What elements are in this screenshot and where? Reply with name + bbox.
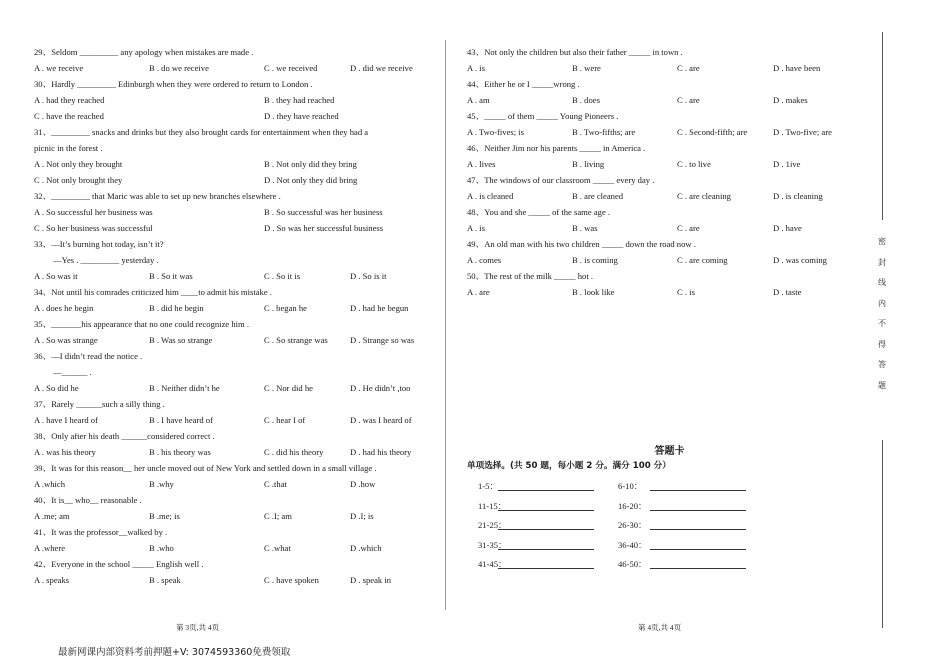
answer-option[interactable]: B . look like — [572, 287, 615, 297]
answer-blank[interactable] — [498, 561, 594, 569]
answer-blank[interactable] — [498, 542, 594, 550]
answer-options — [34, 444, 432, 460]
answer-option[interactable]: C . have spoken — [264, 575, 319, 585]
answer-card-range-label: 26-30： — [618, 520, 647, 530]
answer-card-range-label: 46-50： — [618, 559, 647, 569]
answer-option[interactable]: D . So was her successful business — [264, 223, 384, 233]
answer-option[interactable]: A . So did he — [34, 383, 79, 393]
answer-option[interactable]: B . So it was — [149, 271, 193, 281]
answer-option[interactable]: B . Was so strange — [149, 335, 213, 345]
answer-option[interactable]: A .where — [34, 543, 66, 553]
answer-option[interactable]: C .I; am — [264, 511, 292, 521]
question-text: 29、Seldom _________ any apology when mistakes are made . — [34, 47, 254, 57]
answer-options — [34, 156, 432, 172]
answer-option[interactable]: A . had they reached — [34, 95, 105, 105]
answer-options — [34, 508, 432, 524]
answer-option[interactable]: A . speaks — [34, 575, 70, 585]
answer-option[interactable]: A . was his theory — [34, 447, 96, 457]
question-text: 31、_________ snacks and drinks but they also brought cards for entertainment when they had a — [34, 127, 369, 137]
question-text: 41、It was the professor__walked by . — [34, 527, 168, 537]
answer-option[interactable]: D .how — [350, 479, 376, 489]
answer-options — [34, 60, 432, 76]
answer-option[interactable]: B . are cleaned — [572, 191, 624, 201]
answer-option[interactable]: C . we received — [264, 63, 318, 73]
answer-option[interactable]: B . I have heard of — [149, 415, 213, 425]
question-text: 33、—It’s burning hot today, isn’t it? — [34, 239, 164, 249]
answer-options — [467, 156, 872, 172]
answer-options — [34, 204, 432, 220]
answer-options — [467, 124, 872, 140]
seal-char: 题 — [878, 380, 886, 390]
answer-blank[interactable] — [650, 503, 746, 511]
answer-option[interactable]: C . to live — [677, 159, 711, 169]
answer-blank[interactable] — [650, 542, 746, 550]
question-text: 38、Only after his death ______considered correct . — [34, 431, 215, 441]
answer-option[interactable]: B .me; is — [149, 511, 180, 521]
seal-char: 得 — [878, 339, 886, 349]
question-text: 43、Not only the children but also their father _____ in town . — [467, 47, 683, 57]
question-text: 46、Neither Jim nor his parents _____ in America . — [467, 143, 646, 153]
answer-option[interactable]: D . Strange so was — [350, 335, 415, 345]
answer-option[interactable]: B . was — [572, 223, 598, 233]
answer-option[interactable]: A . So successful her business was — [34, 207, 153, 217]
answer-option[interactable]: D .which — [350, 543, 382, 553]
answer-option[interactable]: B . speak — [149, 575, 181, 585]
answer-option[interactable]: D . did we receive — [350, 63, 413, 73]
seal-char: 内 — [878, 298, 886, 308]
answer-option[interactable]: C . Nor did he — [264, 383, 313, 393]
answer-option[interactable]: A . Two-fives; is — [467, 127, 525, 137]
answer-options — [34, 220, 432, 236]
question-text: 36、—I didn’t read the notice . — [34, 351, 143, 361]
answer-blank[interactable] — [650, 483, 746, 491]
question-text-continued: picnic in the forest . — [34, 143, 103, 153]
answer-option[interactable]: C . are — [677, 63, 700, 73]
answer-option[interactable]: D . He didn’t ,too — [350, 383, 411, 393]
answer-card-range-label: 41-45： — [478, 559, 507, 569]
question-text: 39、It was for this reason__ her uncle moved out of New York and settled down in a small village . — [34, 463, 377, 473]
answer-card-range-label: 16-20： — [618, 500, 647, 511]
question-text: 49、An old man with his two children _____ down the road now . — [467, 239, 696, 249]
answer-option[interactable]: C . did his theory — [264, 447, 324, 457]
answer-options — [34, 380, 432, 396]
answer-option[interactable]: B . So successful was her business — [264, 207, 383, 217]
question-text: 42、Everyone in the school _____ English well . — [34, 559, 204, 569]
seal-char: 答 — [878, 360, 886, 369]
answer-option[interactable]: B . living — [572, 159, 605, 169]
answer-options — [467, 252, 872, 268]
seal-char: 封 — [878, 257, 886, 267]
answer-option[interactable]: A . have I heard of — [34, 415, 98, 425]
seal-line-text — [876, 232, 888, 396]
answer-option[interactable]: D . was coming — [773, 255, 827, 265]
question-text: 44、Either he or I _____wrong . — [467, 79, 580, 89]
answer-option[interactable]: C .that — [264, 479, 287, 489]
seal-char: 不 — [878, 319, 886, 328]
answer-option[interactable]: C . Not only brought they — [34, 175, 123, 185]
page-number-left: 第 3页,共 4页 — [176, 623, 220, 632]
answer-card-title: 答题卡 — [654, 446, 685, 457]
answer-options — [34, 108, 432, 124]
answer-option[interactable]: A . is — [467, 223, 485, 233]
left-question-column — [34, 44, 432, 588]
answer-options — [467, 220, 872, 236]
answer-options — [34, 332, 432, 348]
answer-option[interactable]: D . have been — [773, 63, 821, 73]
answer-option[interactable]: D . have — [773, 223, 802, 233]
answer-option[interactable]: B . did he begin — [149, 303, 204, 313]
answer-option[interactable]: D . had he begun — [350, 303, 409, 313]
answer-option[interactable]: A . is — [467, 63, 485, 73]
answer-option[interactable]: A . is cleaned — [467, 191, 514, 201]
answer-option[interactable]: C . Second-fifth; are — [677, 127, 748, 137]
question-text: 32、_________ that Maric was able to set up new branches elsewhere . — [34, 191, 281, 201]
question-text: 45、_____ of them _____ Young Pioneers . — [467, 111, 619, 121]
answer-option[interactable]: D . they have reached — [264, 111, 339, 121]
answer-option[interactable]: B . is coming — [572, 255, 618, 265]
answer-options — [34, 540, 432, 556]
answer-option[interactable]: C . are — [677, 95, 700, 105]
answer-option[interactable]: B . does — [572, 95, 600, 105]
answer-option[interactable]: B . Not only did they bring — [264, 159, 357, 169]
answer-option[interactable]: C . are cleaning — [677, 191, 731, 201]
answer-option[interactable]: D . Two-five; are — [773, 127, 832, 137]
answer-option[interactable]: B . Two-fifths; are — [572, 127, 636, 137]
answer-option[interactable]: D .I; is — [350, 511, 374, 521]
answer-option[interactable]: B . do we receive — [149, 63, 209, 73]
seal-line-top — [882, 32, 883, 220]
answer-option[interactable]: A . lives — [467, 159, 496, 169]
answer-card-range-label: 1-5： — [478, 481, 499, 491]
answer-options — [34, 172, 432, 188]
answer-option[interactable]: B .why — [149, 479, 174, 489]
promo-text: 最新网课内部资料考前押题+V: 3074593360免费领取 — [58, 647, 291, 658]
answer-option[interactable]: D . makes — [773, 95, 808, 105]
answer-blank[interactable] — [650, 522, 746, 530]
question-text-continued: —Yes . _________ yesterday . — [53, 255, 159, 265]
answer-option[interactable]: B .who — [149, 543, 174, 553]
seal-char: 线 — [878, 278, 886, 287]
answer-options — [467, 188, 872, 204]
answer-option[interactable]: A . comes — [467, 255, 502, 265]
answer-option[interactable]: A .which — [34, 479, 66, 489]
question-text: 37、Rarely ______such a silly thing . — [34, 399, 165, 409]
question-text-continued: —______ . — [53, 367, 92, 377]
answer-option[interactable]: D . had his theory — [350, 447, 412, 457]
answer-options — [467, 92, 872, 108]
answer-option[interactable]: C . are coming — [677, 255, 728, 265]
right-question-column — [467, 44, 872, 300]
answer-options — [34, 300, 432, 316]
answer-card-instruction: 单项选择。(共 50 题，每小题 2 分。满分 100 分） — [467, 461, 671, 471]
answer-option[interactable]: D . So is it — [350, 271, 387, 281]
answer-option[interactable]: D . is cleaning — [773, 191, 823, 201]
question-text: 34、Not until his comrades criticized him ____to admit his mistake . — [34, 287, 272, 297]
answer-option[interactable]: A . Not only they brought — [34, 159, 123, 169]
answer-options — [34, 572, 432, 588]
answer-options — [467, 60, 872, 76]
question-text: 50、The rest of the milk _____ hot . — [467, 271, 594, 281]
answer-option[interactable]: B . his theory was — [149, 447, 211, 457]
answer-card-range-label: 31-35： — [478, 539, 507, 550]
answer-option[interactable]: D . taste — [773, 287, 802, 297]
seal-char: 密 — [878, 237, 886, 246]
page-divider — [445, 40, 446, 610]
answer-card-range-label: 6-10： — [618, 481, 643, 491]
answer-options — [467, 284, 872, 300]
answer-options — [34, 412, 432, 428]
answer-option[interactable]: D . 1ive — [773, 159, 801, 169]
answer-blank[interactable] — [498, 522, 594, 530]
answer-option[interactable]: B . were — [572, 63, 601, 73]
answer-option[interactable]: C . are — [677, 223, 700, 233]
answer-option[interactable]: A . are — [467, 287, 490, 297]
seal-line-bottom — [882, 440, 883, 628]
answer-option[interactable]: C . So strange was — [264, 335, 328, 345]
answer-option[interactable]: A . does he begin — [34, 303, 94, 313]
question-text: 30、Hardly _________ Edinburgh when they were ordered to return to London . — [34, 79, 313, 89]
answer-option[interactable]: A . So was strange — [34, 335, 98, 345]
answer-option[interactable]: C . So it is — [264, 271, 301, 281]
answer-option[interactable]: B . they had reached — [264, 95, 335, 105]
answer-options — [34, 476, 432, 492]
page-number-right: 第 4页,共 4页 — [638, 623, 682, 632]
answer-option[interactable]: C . have the reached — [34, 111, 104, 121]
answer-card-range-label: 36-40： — [618, 539, 647, 550]
answer-option[interactable]: A .me; am — [34, 511, 70, 521]
answer-option[interactable]: D . speak in — [350, 575, 392, 585]
answer-blank[interactable] — [498, 503, 594, 511]
answer-card-range-label: 11-15： — [478, 500, 507, 511]
answer-option[interactable]: D . was I heard of — [350, 415, 412, 425]
answer-card-range-label: 21-25： — [478, 520, 507, 530]
answer-options — [34, 92, 432, 108]
answer-option[interactable]: A . we receive — [34, 63, 84, 73]
answer-blank[interactable] — [498, 483, 594, 491]
question-text: 47、The windows of our classroom _____ every day . — [467, 175, 655, 185]
answer-option[interactable]: C .what — [264, 543, 291, 553]
answer-option[interactable]: C . began he — [264, 303, 307, 313]
answer-option[interactable]: A . am — [467, 95, 490, 105]
answer-option[interactable]: D . Not only they did bring — [264, 175, 358, 185]
answer-option[interactable]: A . So was it — [34, 271, 78, 281]
answer-options — [34, 268, 432, 284]
question-text: 35、_______his appearance that no one could recognize him . — [34, 319, 250, 329]
answer-option[interactable]: C . is — [677, 287, 695, 297]
question-text: 40、It is__ who__ reasonable . — [34, 495, 142, 505]
answer-blank[interactable] — [650, 561, 746, 569]
answer-option[interactable]: B . Neither didn’t he — [149, 383, 220, 393]
answer-option[interactable]: C . hear I of — [264, 415, 306, 425]
question-text: 48、You and she _____ of the same age . — [467, 207, 611, 217]
answer-option[interactable]: C . So her business was successful — [34, 223, 153, 233]
